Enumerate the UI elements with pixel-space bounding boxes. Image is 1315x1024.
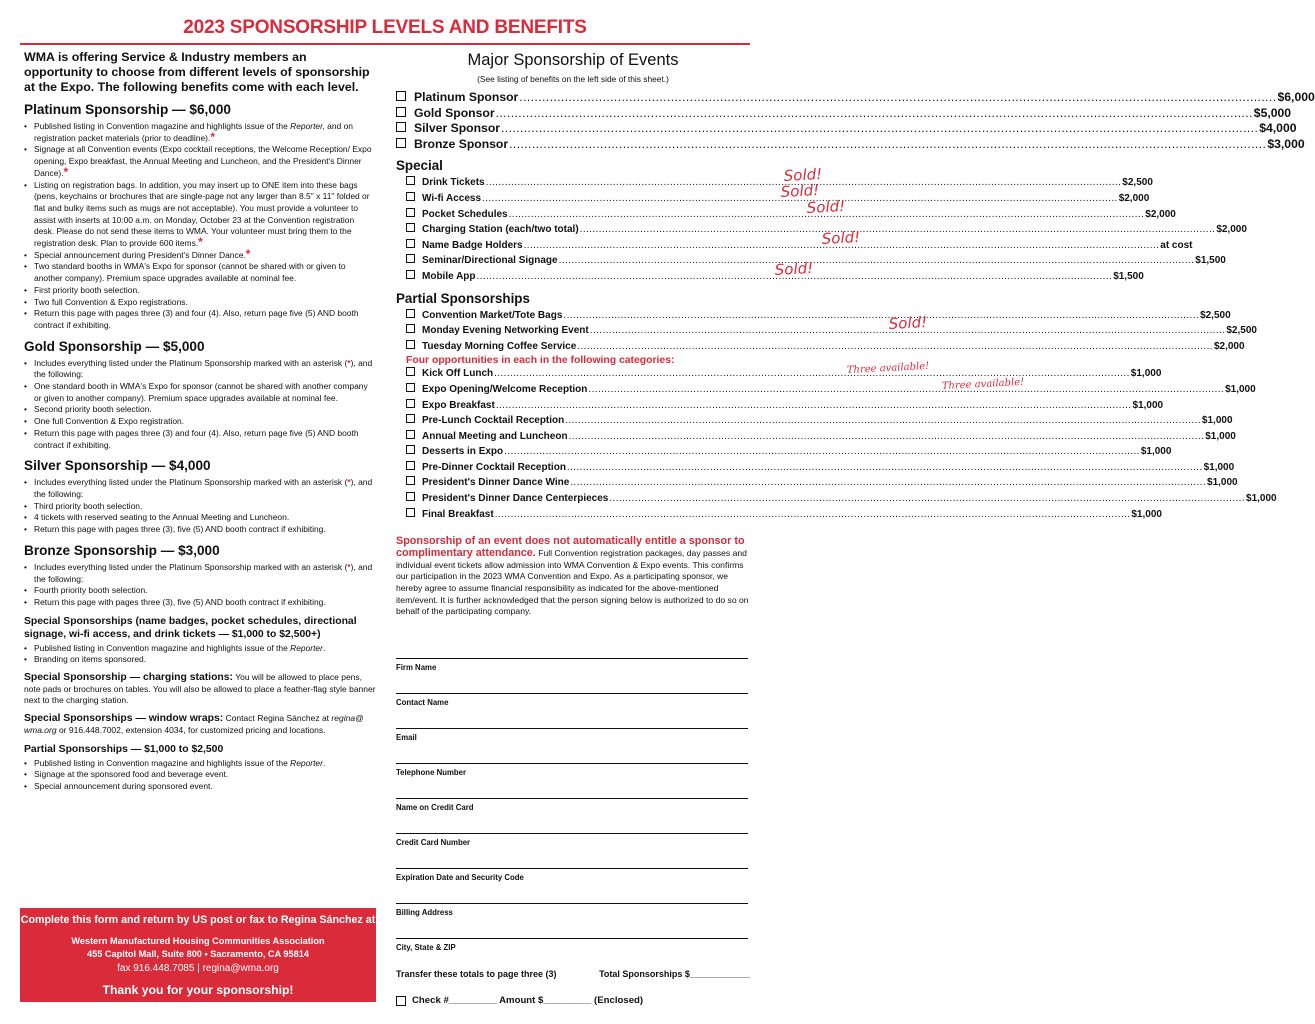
four-opportunities-heading: Four opportunities in each in the following categories: <box>406 355 675 367</box>
list-item: • Return this page with pages three (3) and four (4). Also, return page five (5) AND booth contract if exhibiting. <box>24 428 376 451</box>
special-sponsor-price: $2,000 <box>1216 224 1247 236</box>
list-item: • Second priority booth selection. <box>24 404 376 416</box>
special-sponsor-checkbox[interactable] <box>406 270 415 279</box>
asterisk-icon: * <box>347 357 351 368</box>
leader-dots <box>569 475 1207 491</box>
form-field-billing-address[interactable] <box>396 903 748 938</box>
disclaimer-paragraph: Sponsorship of an event does not automatically entitle a sponsor to complimentary attendance. Full Convention registration packages, day passes and individual event tickets allow admission into WMA Convention & Expo events. This confirms our participation in the 2023 WMA Convention and Expo. As a participating sponsor, we hereby agree to assume financial responsibility as indicated for the above-mentioned item/event. It is further acknowledged that the person signing below is authorized to do so on behalf of the participating company. <box>396 535 749 617</box>
event-sponsor-price: $1,000 <box>1225 383 1256 395</box>
leader-dots <box>558 253 1196 269</box>
event-sponsor-checkbox[interactable] <box>406 383 415 392</box>
window-wraps-paragraph: Special Sponsorships — window wraps: Contact Regina Sánchez at regina@ wma.org or 916.448.7002, extension 4034, for customized pricing and locations. <box>24 713 364 735</box>
partial-sponsor-checkbox[interactable] <box>406 340 415 349</box>
organization-contact: fax 916.448.7085 | regina@wma.org <box>117 963 279 974</box>
special-sponsor-price: $2,000 <box>1118 192 1150 204</box>
event-sponsor-checkbox[interactable] <box>406 414 415 423</box>
event-sponsor-price: $1,000 <box>1132 399 1164 411</box>
event-sponsor-checkbox[interactable] <box>406 461 415 470</box>
special-sponsor-option-label: Charging Station (each/two total) <box>422 224 579 236</box>
event-sponsor-option-label: Expo Breakfast <box>422 399 495 411</box>
major-sponsorship-title: Major Sponsorship of Events <box>467 51 679 69</box>
major-sponsor-option-row <box>396 105 1292 122</box>
major-sponsor-price: $3,000 <box>1267 136 1305 151</box>
event-sponsor-price: $1,000 <box>1131 508 1162 520</box>
event-sponsor-price: $1,000 <box>1246 493 1277 505</box>
leader-dots <box>476 258 1114 285</box>
event-sponsor-option-label: Pre-Dinner Cocktail Reception <box>422 461 566 473</box>
event-sponsor-option-label: President's Dinner Dance Centerpieces <box>422 493 609 505</box>
major-sponsor-price: $5,000 <box>1253 105 1292 120</box>
event-sponsor-option-row <box>396 475 1238 491</box>
event-sponsor-option-label: Expo Opening/Welcome Reception <box>422 383 588 395</box>
special-sponsorships-benefits <box>24 643 376 666</box>
event-sponsor-price: $1,000 <box>1205 430 1236 442</box>
form-field-label: Credit Card Number <box>396 838 471 848</box>
major-sponsor-option-row <box>396 136 1305 153</box>
leader-dots <box>562 308 1200 324</box>
event-sponsor-checkbox[interactable] <box>406 430 415 439</box>
event-sponsor-price: $1,000 <box>1203 461 1235 473</box>
major-sponsor-price: $4,000 <box>1259 121 1297 136</box>
event-sponsor-option-row <box>396 507 1162 523</box>
special-sponsor-option-label: Name Badge Holders <box>422 239 523 251</box>
special-heading: Special <box>396 158 443 174</box>
sold-stamp: Sold! <box>780 180 820 201</box>
leader-dots <box>481 180 1119 207</box>
major-sponsor-price: $6,000 <box>1277 90 1315 104</box>
major-sponsor-checkbox[interactable] <box>396 122 406 132</box>
list-item: • Return this page with pages three (3), five (5) AND booth contract if exhibiting. <box>24 524 376 536</box>
major-sponsor-checkbox[interactable] <box>396 91 406 101</box>
event-sponsor-checkbox[interactable] <box>406 492 415 501</box>
leader-dots <box>503 444 1141 460</box>
list-item: • Return this page with pages three (3), five (5) AND booth contract if exhibiting. <box>24 597 376 609</box>
special-sponsor-checkbox[interactable] <box>406 254 415 263</box>
leader-dots <box>576 339 1214 355</box>
list-item: • Published listing in Convention magazine and highlights issue of the Reporter. <box>24 643 376 655</box>
leader-dots <box>495 106 1254 122</box>
form-field-expiration-date-and-security-code[interactable] <box>396 868 748 903</box>
event-sponsor-option-row <box>396 460 1235 476</box>
major-sponsor-option-label: Gold Sponsor <box>414 105 495 120</box>
partial-sponsor-price: $2,500 <box>1226 325 1257 337</box>
partial-sponsor-option-label: Convention Market/Tote Bags <box>422 309 563 321</box>
leader-dots <box>495 398 1133 414</box>
asterisk-icon: * <box>210 129 216 144</box>
event-sponsor-option-row <box>396 444 1172 460</box>
event-sponsor-checkbox[interactable] <box>406 399 415 408</box>
event-sponsor-option-label: Kick Off Lunch <box>422 368 494 380</box>
list-item: • Includes everything listed under the Platinum Sponsorship marked with an asterisk (*), and the following: <box>24 562 376 585</box>
major-sponsor-option-label: Platinum Sponsor <box>414 90 519 104</box>
leader-dots <box>564 413 1202 429</box>
form-field-email[interactable] <box>396 728 748 763</box>
partial-sponsor-price: $2,000 <box>1213 340 1245 352</box>
check-enclosed-row <box>396 995 750 1006</box>
event-sponsor-option-label: Annual Meeting and Luncheon <box>422 430 568 442</box>
list-item: • One full Convention & Expo registration. <box>24 416 376 428</box>
silver-heading: Silver Sponsorship — $4,000 <box>24 458 211 474</box>
organization-address: 455 Capitol Mall, Suite 800 • Sacramento, CA 95814 <box>87 949 309 959</box>
event-sponsor-option-row <box>396 398 1164 414</box>
gold-heading: Gold Sponsorship — $5,000 <box>24 338 205 354</box>
title-divider <box>20 43 750 45</box>
event-sponsor-option-label: Desserts in Expo <box>422 446 504 458</box>
sold-stamp: Sold! <box>887 313 928 334</box>
list-item: • Third priority booth selection. <box>24 501 376 513</box>
partial-sponsor-option-label: Tuesday Morning Coffee Service <box>422 340 577 352</box>
event-sponsor-checkbox[interactable] <box>406 476 415 485</box>
leader-dots <box>523 227 1161 254</box>
leader-dots <box>518 90 1277 106</box>
leader-dots <box>493 361 1131 382</box>
leader-dots <box>587 376 1225 398</box>
special-sponsor-checkbox[interactable] <box>406 176 415 185</box>
asterisk-icon: * <box>347 477 351 488</box>
email-link[interactable]: regina@ wma.org <box>24 713 364 735</box>
major-sponsor-option-row <box>396 121 1297 137</box>
partial-sponsor-option-label: Monday Evening Networking Event <box>422 325 589 337</box>
transfer-totals-row <box>396 969 750 979</box>
list-item: • Includes everything listed under the Platinum Sponsorship marked with an asterisk (*), and the following: <box>24 477 376 500</box>
asterisk-icon: * <box>245 246 251 261</box>
check-enclosed-label: Check #_________ Amount $_________ (Enclosed) <box>412 995 644 1007</box>
list-item: • Branding on items sponsored. <box>24 654 376 666</box>
sold-stamp: Sold! <box>774 258 814 279</box>
list-item: • First priority booth selection. <box>24 285 376 297</box>
special-sponsor-option-label: Wi-fi Access <box>422 192 482 204</box>
sold-stamp: Sold! <box>821 227 862 248</box>
intro-text: WMA is offering Service & Industry members an opportunity to choose from different levels of sponsorship at the Expo. The following benefits come with each level. <box>24 50 370 94</box>
list-item: • Published listing in Convention magazine and highlights issue of the Reporter. <box>24 758 376 770</box>
major-sponsor-option-label: Bronze Sponsor <box>414 136 509 151</box>
availability-note: Three available! <box>941 376 1025 393</box>
special-sponsor-price: $1,500 <box>1195 255 1226 267</box>
form-field-label: Email <box>396 733 417 743</box>
form-field-label: Contact Name <box>396 698 449 708</box>
special-sponsor-option-label: Seminar/Directional Signage <box>422 255 558 267</box>
thank-you: Thank you for your sponsorship! <box>102 983 294 997</box>
major-sponsor-checkbox[interactable] <box>396 107 406 117</box>
special-sponsorships-heading: Special Sponsorships (name badges, pocket schedules, directional signage, wi-fi access, and drink tickets — $1,000 to $2,500+) <box>24 615 357 640</box>
form-field-contact-name[interactable] <box>396 693 748 728</box>
form-field-label: Telephone Number <box>396 768 467 778</box>
partial-sponsorships-benefits <box>24 758 376 793</box>
platinum-benefits <box>24 121 376 332</box>
event-sponsor-checkbox[interactable] <box>406 508 415 517</box>
special-sponsor-checkbox[interactable] <box>406 192 415 201</box>
form-field-name-on-credit-card[interactable] <box>396 798 748 833</box>
contact-form <box>396 658 750 973</box>
return-instructions: Complete this form and return by US post or fax to Regina Sánchez at <box>20 914 376 926</box>
event-sponsor-option-row <box>396 376 1256 398</box>
order-column <box>396 50 1315 1007</box>
event-sponsor-option-label: President's Dinner Dance Wine <box>422 477 570 489</box>
sold-stamp: Sold! <box>783 165 824 186</box>
form-field-label: Billing Address <box>396 908 453 918</box>
return-info-banner <box>20 908 376 1002</box>
asterisk-icon: * <box>198 235 203 250</box>
list-item: • Fourth priority booth selection. <box>24 585 376 597</box>
list-item: • Return this page with pages three (3) and four (4). Also, return page five (5) AND booth contract if exhibiting. <box>24 308 376 331</box>
special-sponsor-option-label: Pocket Schedules <box>422 208 508 220</box>
partial-sponsor-price: $2,500 <box>1200 309 1231 321</box>
partial-sponsorships-heading: Partial Sponsorships — $1,000 to $2,500 <box>24 743 224 755</box>
asterisk-icon: * <box>63 164 69 179</box>
event-sponsor-checkbox[interactable] <box>406 367 415 376</box>
event-sponsor-price: $1,000 <box>1207 477 1238 489</box>
sold-stamp: Sold! <box>806 196 847 217</box>
list-item: • Special announcement during President's Dinner Dance.* <box>24 250 376 262</box>
major-sponsorship-subtitle: (See listing of benefits on the left side of this sheet.) <box>477 74 669 84</box>
list-item: • 4 tickets with reserved seating to the Annual Meeting and Luncheon. <box>24 512 376 524</box>
form-field-city-state-zip[interactable] <box>396 938 748 973</box>
special-sponsor-option-label: Drink Tickets <box>422 177 485 189</box>
special-sponsor-checkbox[interactable] <box>406 208 415 217</box>
major-sponsor-list <box>396 90 1315 152</box>
check-enclosed-checkbox[interactable] <box>396 996 406 1006</box>
leader-dots <box>608 491 1246 507</box>
event-sponsor-option-label: Pre-Lunch Cocktail Reception <box>422 415 565 427</box>
gold-benefits <box>24 358 376 452</box>
bronze-benefits <box>24 562 376 609</box>
form-field-firm-name[interactable] <box>396 658 748 693</box>
list-item: • One standard booth in WMA's Expo for sponsor (cannot be shared with another company or given to another company). Premium space upgrades available at nominal fee. <box>24 381 376 404</box>
event-sponsor-option-row <box>396 413 1233 429</box>
partial-heading: Partial Sponsorships <box>396 290 530 306</box>
leader-dots <box>494 507 1132 523</box>
major-sponsor-option-row <box>396 90 1315 106</box>
form-field-label: Name on Credit Card <box>396 803 474 813</box>
event-sponsor-option-label: Final Breakfast <box>422 508 494 520</box>
list-item: • Signage at the sponsored food and beverage event. <box>24 769 376 781</box>
asterisk-icon: * <box>347 561 351 572</box>
leader-dots <box>500 121 1259 137</box>
event-sponsor-price: $1,000 <box>1140 446 1172 458</box>
special-sponsor-option-label: Mobile App <box>422 270 476 282</box>
special-sponsor-price: $1,500 <box>1113 270 1144 282</box>
event-sponsor-price: $1,000 <box>1130 368 1162 380</box>
total-sponsorships-field[interactable]: Total Sponsorships $____________ <box>599 969 750 980</box>
partial-sponsor-list <box>396 308 1257 355</box>
special-sponsor-price: $2,000 <box>1145 208 1176 220</box>
event-sponsor-option-row <box>396 491 1277 507</box>
partial-sponsor-checkbox[interactable] <box>406 309 415 318</box>
partial-sponsor-option-row <box>396 339 1245 355</box>
event-sponsor-checkbox[interactable] <box>406 445 415 454</box>
leader-dots <box>579 222 1217 238</box>
organization-name: Western Manufactured Housing Communities Association <box>71 936 325 946</box>
major-sponsor-option-label: Silver Sponsor <box>414 121 501 136</box>
event-sponsor-option-row <box>396 429 1236 445</box>
list-item: • Listing on registration bags. In addition, you may insert up to ONE item into these bags (pens, keychains or brochures that are single-page not any larger than 8.5" x 11" folded or flat and bulky items such as mugs are not acceptable). You must provide a volunteer to assist with inserts at 10:00 a.m. on Monday, October 23 at the Convention registration desk. Please do not send these items to WMA. Your volunteer must bring them to the registration desk. Plan to provide 600 items.* <box>24 180 376 250</box>
platinum-heading: Platinum Sponsorship — $6,000 <box>24 102 231 117</box>
bronze-heading: Bronze Sponsorship — $3,000 <box>24 542 220 558</box>
page-title: 2023 SPONSORSHIP LEVELS AND BENEFITS <box>183 17 587 38</box>
leader-dots <box>568 429 1206 445</box>
list-item: • Published listing in Convention magazine and highlights issue of the Reporter, and on registration packet materials (prior to deadline).* <box>24 121 376 144</box>
list-item: • Includes everything listed under the Platinum Sponsorship marked with an asterisk (*), and the following: <box>24 358 376 381</box>
form-field-label: Firm Name <box>396 663 437 673</box>
special-sponsor-price: at cost <box>1160 239 1193 251</box>
major-sponsor-checkbox[interactable] <box>396 138 406 148</box>
benefits-column <box>24 50 376 793</box>
form-field-telephone-number[interactable] <box>396 763 748 798</box>
form-field-label: City, State & ZIP <box>396 943 456 953</box>
leader-dots <box>566 460 1204 476</box>
special-sponsor-checkbox[interactable] <box>406 223 415 232</box>
special-sponsor-price: $2,500 <box>1122 177 1153 189</box>
availability-note: Three available! <box>847 361 930 377</box>
special-sponsor-checkbox[interactable] <box>406 239 415 248</box>
list-item: • Special announcement during sponsored event. <box>24 781 376 793</box>
form-field-label: Expiration Date and Security Code <box>396 873 524 883</box>
charging-stations-paragraph: Special Sponsorship — charging stations: You will be allowed to place pens, note pads or brochures on tables. You will also be allowed to place a feather-flag style banner next to the charging station. <box>24 672 376 706</box>
event-sponsor-price: $1,000 <box>1201 415 1233 427</box>
transfer-note: Transfer these totals to page three (3) <box>396 969 557 980</box>
list-item: • Signage at all Convention events (Expo cocktail receptions, the Welcome Reception/ Expo opening, Expo breakfast, the Annual Meeting and Luncheon, and the President's Dinner Dance).* <box>24 144 376 179</box>
partial-sponsor-checkbox[interactable] <box>406 324 415 333</box>
silver-benefits <box>24 477 376 536</box>
form-field-credit-card-number[interactable] <box>396 833 748 868</box>
list-item: • Two standard booths in WMA's Expo for sponsor (cannot be shared with or given to another company). Premium space upgrades available at nominal fee. <box>24 261 376 284</box>
list-item: • Two full Convention & Expo registrations. <box>24 297 376 309</box>
leader-dots <box>508 137 1267 153</box>
